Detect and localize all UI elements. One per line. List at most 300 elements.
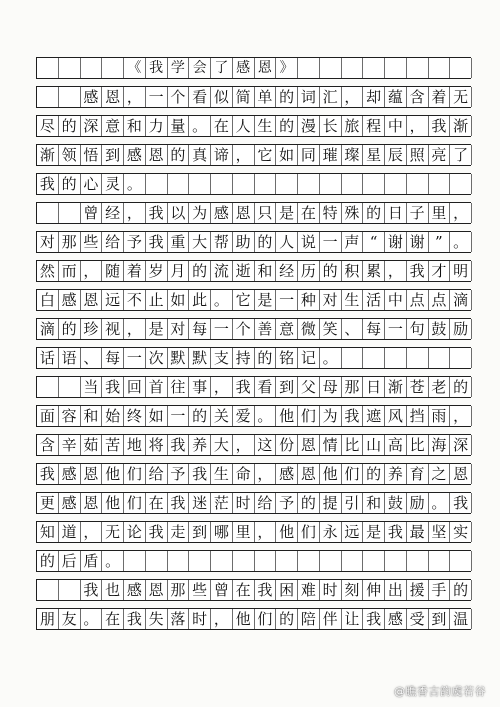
grid-cell: 。	[81, 609, 103, 629]
grid-cell: 些	[189, 580, 211, 600]
grid-cell: 的	[59, 116, 81, 136]
grid-cell: 我	[146, 203, 168, 223]
grid-cell: 旅	[342, 116, 364, 136]
essay-line	[36, 347, 471, 369]
grid-cell: 点	[407, 290, 429, 310]
grid-cell: ，	[81, 261, 103, 281]
grid-cell: 些	[81, 232, 103, 252]
grid-cell: 们	[298, 522, 320, 542]
essay-line	[36, 434, 471, 456]
grid-cell: 的	[450, 377, 472, 397]
grid-cell	[276, 174, 298, 194]
grid-cell: 他	[102, 493, 124, 513]
grid-cell: 母	[320, 377, 342, 397]
grid-cell: 养	[189, 435, 211, 455]
grid-cell: 鼓	[385, 493, 407, 513]
grid-cell: 渐	[450, 116, 472, 136]
grid-cell: 如	[146, 406, 168, 426]
grid-cell: 积	[342, 261, 364, 281]
grid-cell: 此	[189, 290, 211, 310]
grid-cell: 恩	[81, 493, 103, 513]
grid-cell: 的	[298, 493, 320, 513]
grid-cell	[407, 174, 429, 194]
grid-cell	[146, 174, 168, 194]
grid-cell: 让	[342, 609, 364, 629]
grid-cell: 苍	[407, 377, 429, 397]
grid-cell: 明	[450, 261, 472, 281]
grid-cell: 在	[102, 609, 124, 629]
essay-line	[36, 260, 471, 282]
grid-cell: 容	[59, 406, 81, 426]
grid-cell: 种	[298, 290, 320, 310]
grid-cell: 知	[37, 522, 59, 542]
grid-cell: 。	[124, 174, 146, 194]
grid-cell: 远	[102, 290, 124, 310]
essay-line	[36, 492, 471, 514]
grid-cell	[450, 551, 472, 571]
grid-cell: 为	[320, 406, 342, 426]
grid-cell: 它	[255, 145, 277, 165]
essay-line	[36, 144, 471, 166]
essay-line	[36, 115, 471, 137]
grid-cell	[124, 551, 146, 571]
grid-cell: 我	[168, 435, 190, 455]
grid-cell: 才	[429, 261, 451, 281]
grid-cell: 比	[342, 435, 364, 455]
grid-cell: 我	[407, 261, 429, 281]
grid-cell: 人	[233, 116, 255, 136]
grid-cell	[255, 551, 277, 571]
grid-cell: 比	[407, 435, 429, 455]
grid-cell: 无	[450, 87, 472, 107]
grid-cell: 词	[298, 87, 320, 107]
grid-cell: 句	[407, 319, 429, 339]
grid-cell: 珍	[81, 319, 103, 339]
grid-cell: 对	[168, 319, 190, 339]
grid-cell: 我	[146, 58, 168, 78]
grid-cell: 当	[81, 377, 103, 397]
grid-cell: 失	[146, 609, 168, 629]
grid-cell: 感	[59, 290, 81, 310]
grid-cell: 日	[363, 377, 385, 397]
grid-cell	[385, 174, 407, 194]
grid-cell: 回	[124, 377, 146, 397]
grid-cell: 始	[102, 406, 124, 426]
grid-cell: 经	[276, 261, 298, 281]
grid-cell: 给	[146, 464, 168, 484]
grid-cell: 点	[429, 290, 451, 310]
grid-cell: 难	[298, 580, 320, 600]
grid-cell: 大	[211, 435, 233, 455]
grid-cell: 我	[146, 522, 168, 542]
grid-cell: 。	[189, 116, 211, 136]
grid-cell: 特	[320, 203, 342, 223]
grid-cell: 善	[255, 319, 277, 339]
grid-cell: 微	[298, 319, 320, 339]
grid-cell: 我	[37, 174, 59, 194]
grid-cell: 每	[363, 319, 385, 339]
grid-cell: 话	[37, 348, 59, 368]
grid-cell	[59, 377, 81, 397]
essay-line	[36, 289, 471, 311]
grid-cell: 语	[59, 348, 81, 368]
grid-cell: 感	[124, 145, 146, 165]
grid-cell: 生	[342, 290, 364, 310]
grid-cell: 的	[189, 406, 211, 426]
grid-cell: 里	[233, 522, 255, 542]
grid-cell: 着	[429, 87, 451, 107]
grid-cell: 我	[255, 580, 277, 600]
grid-cell	[298, 551, 320, 571]
grid-cell: 是	[276, 203, 298, 223]
grid-cell: 恩	[102, 87, 124, 107]
grid-cell: 对	[37, 232, 59, 252]
essay-title-row	[36, 57, 471, 79]
grid-cell: 恩	[233, 203, 255, 223]
grid-cell: 它	[233, 290, 255, 310]
grid-cell: 陪	[298, 609, 320, 629]
grid-cell: 迷	[189, 493, 211, 513]
grid-cell: 了	[211, 58, 233, 78]
grid-cell: 他	[276, 406, 298, 426]
grid-cell: 尽	[37, 116, 59, 136]
grid-cell: 往	[168, 377, 190, 397]
grid-cell: 的	[255, 232, 277, 252]
grid-cell: 终	[124, 406, 146, 426]
grid-cell: 最	[407, 522, 429, 542]
grid-cell: 深	[81, 116, 103, 136]
grid-cell: 着	[124, 261, 146, 281]
grid-cell: 看	[255, 377, 277, 397]
grid-cell: 手	[429, 580, 451, 600]
grid-cell	[385, 551, 407, 571]
grid-cell: 恩	[255, 58, 277, 78]
grid-cell: 他	[276, 522, 298, 542]
grid-cell: 和	[363, 493, 385, 513]
grid-cell: 事	[189, 377, 211, 397]
grid-cell: 每	[102, 348, 124, 368]
grid-cell: 助	[233, 232, 255, 252]
grid-cell: 在	[211, 116, 233, 136]
essay-line	[36, 521, 471, 543]
grid-cell: 和	[81, 406, 103, 426]
grid-cell: 友	[59, 609, 81, 629]
grid-cell: 伸	[363, 580, 385, 600]
grid-cell: 日	[385, 203, 407, 223]
grid-cell: ，	[450, 406, 472, 426]
grid-cell: 我	[342, 406, 364, 426]
grid-cell: ，	[81, 522, 103, 542]
grid-cell	[320, 174, 342, 194]
grid-cell	[429, 348, 451, 368]
grid-cell: 这	[255, 435, 277, 455]
grid-cell: 简	[233, 87, 255, 107]
grid-cell: 他	[102, 464, 124, 484]
essay-line	[36, 405, 471, 427]
grid-cell: 援	[407, 580, 429, 600]
grid-cell	[342, 174, 364, 194]
grid-cell: 意	[276, 319, 298, 339]
grid-cell: 恩	[146, 145, 168, 165]
grid-cell: 首	[146, 377, 168, 397]
grid-cell: 、	[81, 348, 103, 368]
grid-cell: 。	[255, 406, 277, 426]
grid-cell: 将	[146, 435, 168, 455]
grid-cell: 累	[363, 261, 385, 281]
grid-cell: 的	[320, 261, 342, 281]
grid-cell	[429, 58, 451, 78]
grid-cell	[168, 174, 190, 194]
grid-cell: 到	[102, 145, 124, 165]
grid-cell: 无	[102, 522, 124, 542]
grid-cell: 谢	[385, 232, 407, 252]
grid-cell: 恩	[298, 435, 320, 455]
grid-cell: 人	[276, 232, 298, 252]
grid-cell: 不	[124, 290, 146, 310]
grid-cell: 励	[407, 493, 429, 513]
grid-cell: 中	[385, 116, 407, 136]
grid-cell: 之	[429, 464, 451, 484]
grid-cell: 给	[255, 493, 277, 513]
grid-cell: 亮	[429, 145, 451, 165]
grid-cell: 予	[124, 232, 146, 252]
grid-cell: 育	[407, 464, 429, 484]
grid-cell: 如	[168, 290, 190, 310]
grid-cell: 的	[255, 348, 277, 368]
grid-cell: 生	[211, 464, 233, 484]
grid-cell	[342, 348, 364, 368]
grid-cell: 心	[81, 174, 103, 194]
grid-cell: 一	[276, 290, 298, 310]
grid-cell: 量	[168, 116, 190, 136]
grid-cell: 在	[146, 493, 168, 513]
grid-cell: 时	[233, 493, 255, 513]
grid-cell: 予	[168, 464, 190, 484]
grid-cell: 我	[363, 609, 385, 629]
grid-cell: 漫	[298, 116, 320, 136]
grid-cell: 每	[189, 319, 211, 339]
grid-cell: 的	[276, 116, 298, 136]
grid-cell: 以	[168, 203, 190, 223]
grid-cell: 照	[407, 145, 429, 165]
grid-cell: 哪	[211, 522, 233, 542]
grid-cell: ，	[124, 87, 146, 107]
essay-line	[36, 231, 471, 253]
grid-cell: 支	[211, 348, 233, 368]
grid-cell: 到	[189, 522, 211, 542]
grid-cell: 为	[189, 203, 211, 223]
grid-cell: 高	[385, 435, 407, 455]
grid-cell: 他	[233, 609, 255, 629]
grid-cell: 对	[320, 290, 342, 310]
grid-cell: 辰	[385, 145, 407, 165]
grid-cell: 璨	[342, 145, 364, 165]
grid-cell: 我	[81, 580, 103, 600]
grid-cell: 感	[211, 203, 233, 223]
grid-cell	[298, 174, 320, 194]
grid-cell: 那	[168, 580, 190, 600]
grid-cell: ，	[342, 87, 364, 107]
grid-cell: 挡	[407, 406, 429, 426]
grid-cell: 的	[59, 174, 81, 194]
grid-cell: 鼓	[429, 319, 451, 339]
grid-cell	[276, 551, 298, 571]
grid-cell: 力	[146, 116, 168, 136]
grid-cell: ，	[124, 203, 146, 223]
grid-cell: 的	[450, 580, 472, 600]
grid-cell	[37, 203, 59, 223]
grid-cell: 谢	[407, 232, 429, 252]
grid-cell: ，	[407, 116, 429, 136]
grid-cell: 止	[146, 290, 168, 310]
grid-cell: 远	[342, 522, 364, 542]
grid-cell: 在	[233, 580, 255, 600]
grid-cell: 和	[255, 261, 277, 281]
grid-cell: 记	[298, 348, 320, 368]
grid-cell: 的	[363, 464, 385, 484]
grid-cell	[37, 58, 59, 78]
grid-cell: 的	[189, 261, 211, 281]
grid-cell: 月	[168, 261, 190, 281]
grid-cell: 我	[124, 609, 146, 629]
grid-cell: 们	[124, 493, 146, 513]
grid-cell: 经	[102, 203, 124, 223]
grid-cell: 含	[37, 435, 59, 455]
essay-line	[36, 579, 471, 601]
grid-cell: 悟	[81, 145, 103, 165]
grid-cell: 默	[189, 348, 211, 368]
grid-cell: ，	[233, 435, 255, 455]
grid-cell: 父	[298, 377, 320, 397]
grid-cell: 璀	[320, 145, 342, 165]
grid-cell: 渐	[385, 377, 407, 397]
grid-cell: 走	[168, 522, 190, 542]
grid-cell: 谛	[211, 145, 233, 165]
grid-cell: 感	[233, 58, 255, 78]
grid-cell: 我	[168, 493, 190, 513]
grid-cell: 个	[168, 87, 190, 107]
grid-cell: 一	[168, 406, 190, 426]
grid-cell	[320, 551, 342, 571]
grid-cell	[363, 58, 385, 78]
grid-cell	[450, 174, 472, 194]
grid-cell: 里	[429, 203, 451, 223]
grid-cell: 刻	[342, 580, 364, 600]
grid-cell: 逝	[233, 261, 255, 281]
grid-cell: 感	[59, 464, 81, 484]
grid-cell: 是	[255, 290, 277, 310]
grid-cell: 面	[37, 406, 59, 426]
grid-cell: 了	[450, 145, 472, 165]
grid-cell: 恩	[81, 290, 103, 310]
grid-cell: 历	[298, 261, 320, 281]
grid-cell: 、	[342, 319, 364, 339]
grid-cell: 灵	[102, 174, 124, 194]
grid-cell: 的	[276, 87, 298, 107]
grid-cell: 视	[102, 319, 124, 339]
grid-cell: 渐	[37, 145, 59, 165]
grid-cell	[255, 174, 277, 194]
grid-cell: 我	[37, 464, 59, 484]
grid-cell: 大	[189, 232, 211, 252]
grid-cell	[233, 551, 255, 571]
grid-cell: ，	[233, 145, 255, 165]
grid-cell: 茹	[81, 435, 103, 455]
grid-cell	[363, 348, 385, 368]
grid-cell: 恩	[81, 464, 103, 484]
grid-cell: 茫	[211, 493, 233, 513]
grid-cell: 长	[320, 116, 342, 136]
grid-cell: 子	[407, 203, 429, 223]
grid-cell	[429, 174, 451, 194]
grid-cell: 领	[59, 145, 81, 165]
grid-cell: 老	[429, 377, 451, 397]
grid-cell: 学	[168, 58, 190, 78]
grid-cell: 到	[429, 609, 451, 629]
grid-cell: 们	[124, 464, 146, 484]
grid-cell: 伴	[320, 609, 342, 629]
grid-cell: 和	[124, 116, 146, 136]
grid-sheet	[36, 57, 471, 637]
grid-cell	[59, 58, 81, 78]
grid-cell: 那	[342, 377, 364, 397]
grid-cell: 持	[233, 348, 255, 368]
grid-cell: 然	[37, 261, 59, 281]
grid-cell: 一	[124, 348, 146, 368]
grid-cell: 我	[450, 493, 472, 513]
grid-cell	[37, 377, 59, 397]
grid-cell	[211, 551, 233, 571]
grid-cell: 声	[342, 232, 364, 252]
grid-cell	[385, 348, 407, 368]
grid-cell: 蕴	[385, 87, 407, 107]
grid-cell: ，	[211, 377, 233, 397]
grid-cell: 《	[124, 58, 146, 78]
grid-cell: 深	[450, 435, 472, 455]
grid-cell: ，	[385, 261, 407, 281]
grid-cell: ，	[255, 464, 277, 484]
grid-cell: 提	[320, 493, 342, 513]
grid-cell: 们	[255, 609, 277, 629]
grid-cell: 似	[211, 87, 233, 107]
grid-cell: 恩	[450, 464, 472, 484]
grid-cell: 海	[429, 435, 451, 455]
grid-cell: 地	[124, 435, 146, 455]
grid-cell	[189, 551, 211, 571]
grid-cell: 我	[102, 377, 124, 397]
grid-cell: 的	[37, 551, 59, 571]
grid-cell: 个	[233, 319, 255, 339]
grid-cell: 感	[276, 464, 298, 484]
grid-cell: 风	[385, 406, 407, 426]
grid-cell: 是	[363, 522, 385, 542]
grid-cell: 滴	[450, 290, 472, 310]
essay-line	[36, 318, 471, 340]
grid-cell: 次	[146, 348, 168, 368]
grid-cell: 。	[429, 493, 451, 513]
grid-cell: 会	[189, 58, 211, 78]
grid-cell: 情	[320, 435, 342, 455]
essay-line	[36, 173, 471, 195]
grid-cell: 出	[385, 580, 407, 600]
grid-cell: 岁	[146, 261, 168, 281]
grid-cell: 养	[385, 464, 407, 484]
grid-cell: 们	[298, 406, 320, 426]
grid-cell: 也	[102, 580, 124, 600]
grid-cell: ，	[211, 609, 233, 629]
grid-cell: 笑	[320, 319, 342, 339]
grid-cell: 曾	[211, 580, 233, 600]
